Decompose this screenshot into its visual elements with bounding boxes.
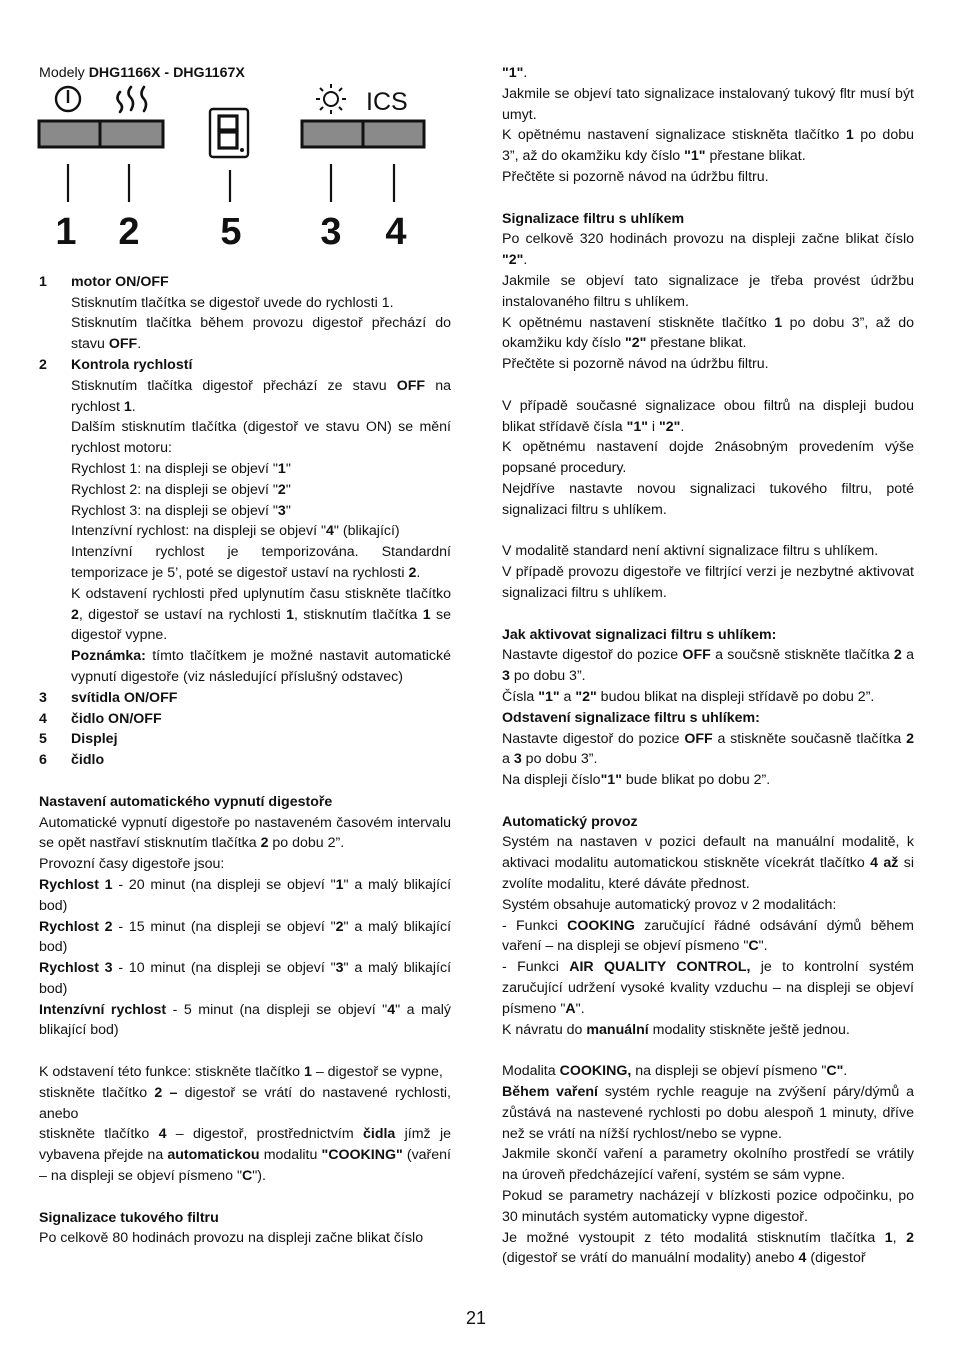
callout-4: 4 [385, 211, 407, 252]
right-column [502, 63, 914, 1269]
off-text-2: stiskněte tlačítko 2 – digestoř se vrátí do nastavené rychlosti, anebo [39, 1084, 451, 1122]
item-5: 5 Displej [39, 731, 118, 748]
grease-text-3: Přečtěte si pozorně návod na údržbu filtru. [502, 168, 769, 185]
speed-3: Rychlost 3: na displeji se objeví "3" [71, 502, 291, 519]
item-2-note: Poznámka: tímto tlačítkem je možné nastavit automatické vypnutí digestoře (viz následující příslušný odstavec) [71, 648, 451, 685]
item-2: 2 Kontrola rychlostí [39, 356, 193, 373]
carbon-text-3: K opětnému nastavení stiskněte tlačítko 1 po dobu 3”, až do okamžiku kdy číslo "2" přestane blikat. [502, 314, 914, 352]
item-6: 6 čidlo [39, 752, 105, 769]
deactivate-text-1: Nastavte digestoř do pozice OFF a stiskněte současně tlačítka 2 a 3 po dobu 3”. [502, 730, 914, 768]
off-text-3: stiskněte tlačítko 4 – digestoř, prostřednictvím čidla jímž je vybavena přejde na automatickou modalitu "COOKING" (vaření – na displeji se objeví písmeno "C"). [39, 1126, 452, 1185]
item-4: 4 čidlo ON/OFF [39, 710, 162, 727]
models-line: Modely DHG1166X - DHG1167X [39, 65, 245, 81]
item-3: 3 svítidla ON/OFF [39, 689, 178, 706]
rate-2: Rychlost 2 - 15 minut (na displeji se objeví "2" a malý blikající bod) [39, 918, 452, 956]
callout-2: 2 [118, 211, 140, 252]
cooking-text-2: Během vaření systém rychle reaguje na zvýšení páry/dýmů a zůstává na nastevené rychlosti po dobu alespoň 1 minuty, dříve než se vrátí na nížší rychlost/nebo se vypne. [502, 1084, 914, 1142]
auto-mode-text-1: Systém na nastaven v pozici default na manuální modalitě, k aktivaci modalitu automatickou stiskněte vícekrát tlačítko 4 až si zvolíte modalitu, které dáváte přednost. [502, 834, 915, 893]
cooking-text-5: Je možné vystoupit z této modalitá stisknutím tlačítka 1, 2 (digestoř se vrátí do manuální modality) anebo 4 (digestoř [502, 1229, 914, 1267]
off-text-1: K odstavení této funkce: stiskněte tlačítko 1 – digestoř se vypne, [39, 1064, 443, 1081]
mode-text-1: V modalitě standard není aktivní signalizace filtru s uhlíkem. [502, 543, 879, 560]
auto-mode-text-2: Systém obsahuje automatický provoz v 2 modalitách: [502, 896, 837, 913]
callout-1: 1 [55, 211, 77, 252]
page-number: 21 [466, 1308, 487, 1328]
auto-off-text-2: Provozní časy digestoře jsou: [39, 856, 225, 873]
both-text-1: V případě současné signalizace obou filtrů na displeji budou blikat střídavě čísla "1" i "2". [502, 397, 914, 435]
cooking-text-3: Jakmile skončí vaření a parametry okolního prostředí se vrátily na úroveň předcházející vaření, systém se sám vypne. [502, 1146, 914, 1184]
rate-4: Intenzívní rychlost - 5 minut (na displeji se objeví "4" a malý blikající bod) [39, 1001, 451, 1039]
grease-text-2: K opětnému nastavení signalizace stiskněta tlačítko 1 po dobu 3”, až do okamžiku kdy číslo "1" přestane blikat. [502, 127, 914, 165]
auto-off-text-1: Automatické vypnutí digestoře po nastaveném časovém intervalu se opět nastřaví stisknutím tlačítka 2 po dobu 2”. [39, 814, 451, 852]
carbon-text-2: Jakmile se objeví tato signalizace je třeba provést údržbu instalovaného filtru s uhlíkem. [502, 272, 914, 310]
deactivate-text-2: Na displeji číslo"1" bude blikat po dobu 2”. [502, 772, 771, 789]
carbon-text-1: Po celkově 320 hodinách provozu na displeji začne blikat číslo "2". [502, 231, 914, 269]
item-1-text-1: Stisknutím tlačítka se digestoř uvede do rychlosti 1. [71, 294, 394, 311]
rate-1: Rychlost 1 - 20 minut (na displeji se objeví "1" a malý blikající bod) [39, 876, 452, 914]
auto-off-heading: Nastavení automatického vypnutí digestoře [39, 793, 333, 810]
auto-mode-text-4: - Funkci AIR QUALITY CONTROL, je to kontrolní systém zaručující udržení vysoké kvality vzduchu – na displeji se objeví písmeno "A". [502, 959, 914, 1017]
rate-3: Rychlost 3 - 10 minut (na displeji se objeví "3" a malý blikající bod) [39, 960, 452, 997]
callout-5: 5 [220, 211, 242, 252]
item-1: 1 motor ON/OFF [39, 273, 169, 290]
speed-2: Rychlost 2: na displeji se objeví "2" [71, 481, 291, 498]
both-text-3: Nejdříve nastavte novou signalizaci tukového filtru, poté signalizaci filtru s uhlíkem. [502, 480, 914, 518]
callout-3: 3 [320, 211, 342, 252]
grease-number: "1". [502, 65, 528, 81]
activate-text-2: Čísla "1" a "2" budou blikat na displeji střídavě po dobu 2”. [502, 688, 875, 705]
item-2-text-1: Stisknutím tlačítka digestoř přechází ze stavu OFF na rychlost 1. [71, 377, 451, 415]
item-2-text-4: K odstavení rychlosti před uplynutím času stiskněte tlačítko 2, digestoř se ustaví na rychlosti 1, stisknutím tlačítka 1 se digestoř vypne. [71, 585, 451, 644]
auto-mode-text-3: - Funkci COOKING zaručující řádné odsávání dýmů během vaření – na displeji se objeví písmeno "C". [502, 917, 914, 955]
grease-filter-text: Po celkově 80 hodinách provozu na displeji začne blikat číslo [39, 1230, 424, 1247]
grease-text-1: Jakmile se objeví tato signalizace instalovaný tukový fltr musí být umyt. [502, 85, 914, 123]
left-column [39, 63, 451, 1249]
auto-mode-text-5: K návratu do manuální modality stiskněte ještě jednou. [502, 1021, 850, 1038]
grease-filter-heading: Signalizace tukového filtru [39, 1209, 219, 1226]
speed-1: Rychlost 1: na displeji se objeví "1" [71, 460, 291, 477]
activate-heading: Jak aktivovat signalizaci filtru s uhlíkem: [502, 626, 777, 643]
activate-text-1: Nastavte digestoř do pozice OFF a součsně stiskněte tlačítka 2 a 3 po dobu 3”. [502, 647, 914, 685]
item-1-text-2: Stisknutím tlačítka během provozu digestoř přechází do stavu OFF. [71, 315, 451, 353]
cooking-text-1: Modalita COOKING, na displeji se objeví písmeno "C". [502, 1063, 848, 1080]
item-2-text-3: Intenzívní rychlost je temporizována. Standardní temporizace je 5’, poté se digestoř ustaví na rychlosti 2. [71, 544, 451, 581]
both-text-2: K opětnému nastavení dojde 2násobným provedením výše popsané procedury. [502, 439, 914, 477]
item-2-text-2: Dalším stisknutím tlačítka (digestoř ve stavu ON) se mění rychlost motoru: [71, 419, 451, 457]
carbon-filter-heading: Signalizace filtru s uhlíkem [502, 210, 685, 227]
speed-intense: Intenzívní rychlost: na displeji se objeví "4" (blikající) [71, 523, 400, 540]
carbon-text-4: Přečtěte si pozorně návod na údržbu filtru. [502, 356, 769, 373]
mode-text-2: V případě provozu digestoře ve filtrjící verzi je nezbytné aktivovat signalizaci filtru s uhlíkem. [502, 564, 914, 601]
ics-label: ICS [366, 88, 408, 116]
deactivate-heading: Odstavení signalizace filtru s uhlíkem: [502, 709, 760, 726]
auto-mode-heading: Automatický provoz [502, 813, 638, 830]
cooking-text-4: Pokud se parametry nacházejí v blízkosti pozice odpočinku, po 30 minutách systém automaticky vypne digestoř. [502, 1188, 914, 1225]
